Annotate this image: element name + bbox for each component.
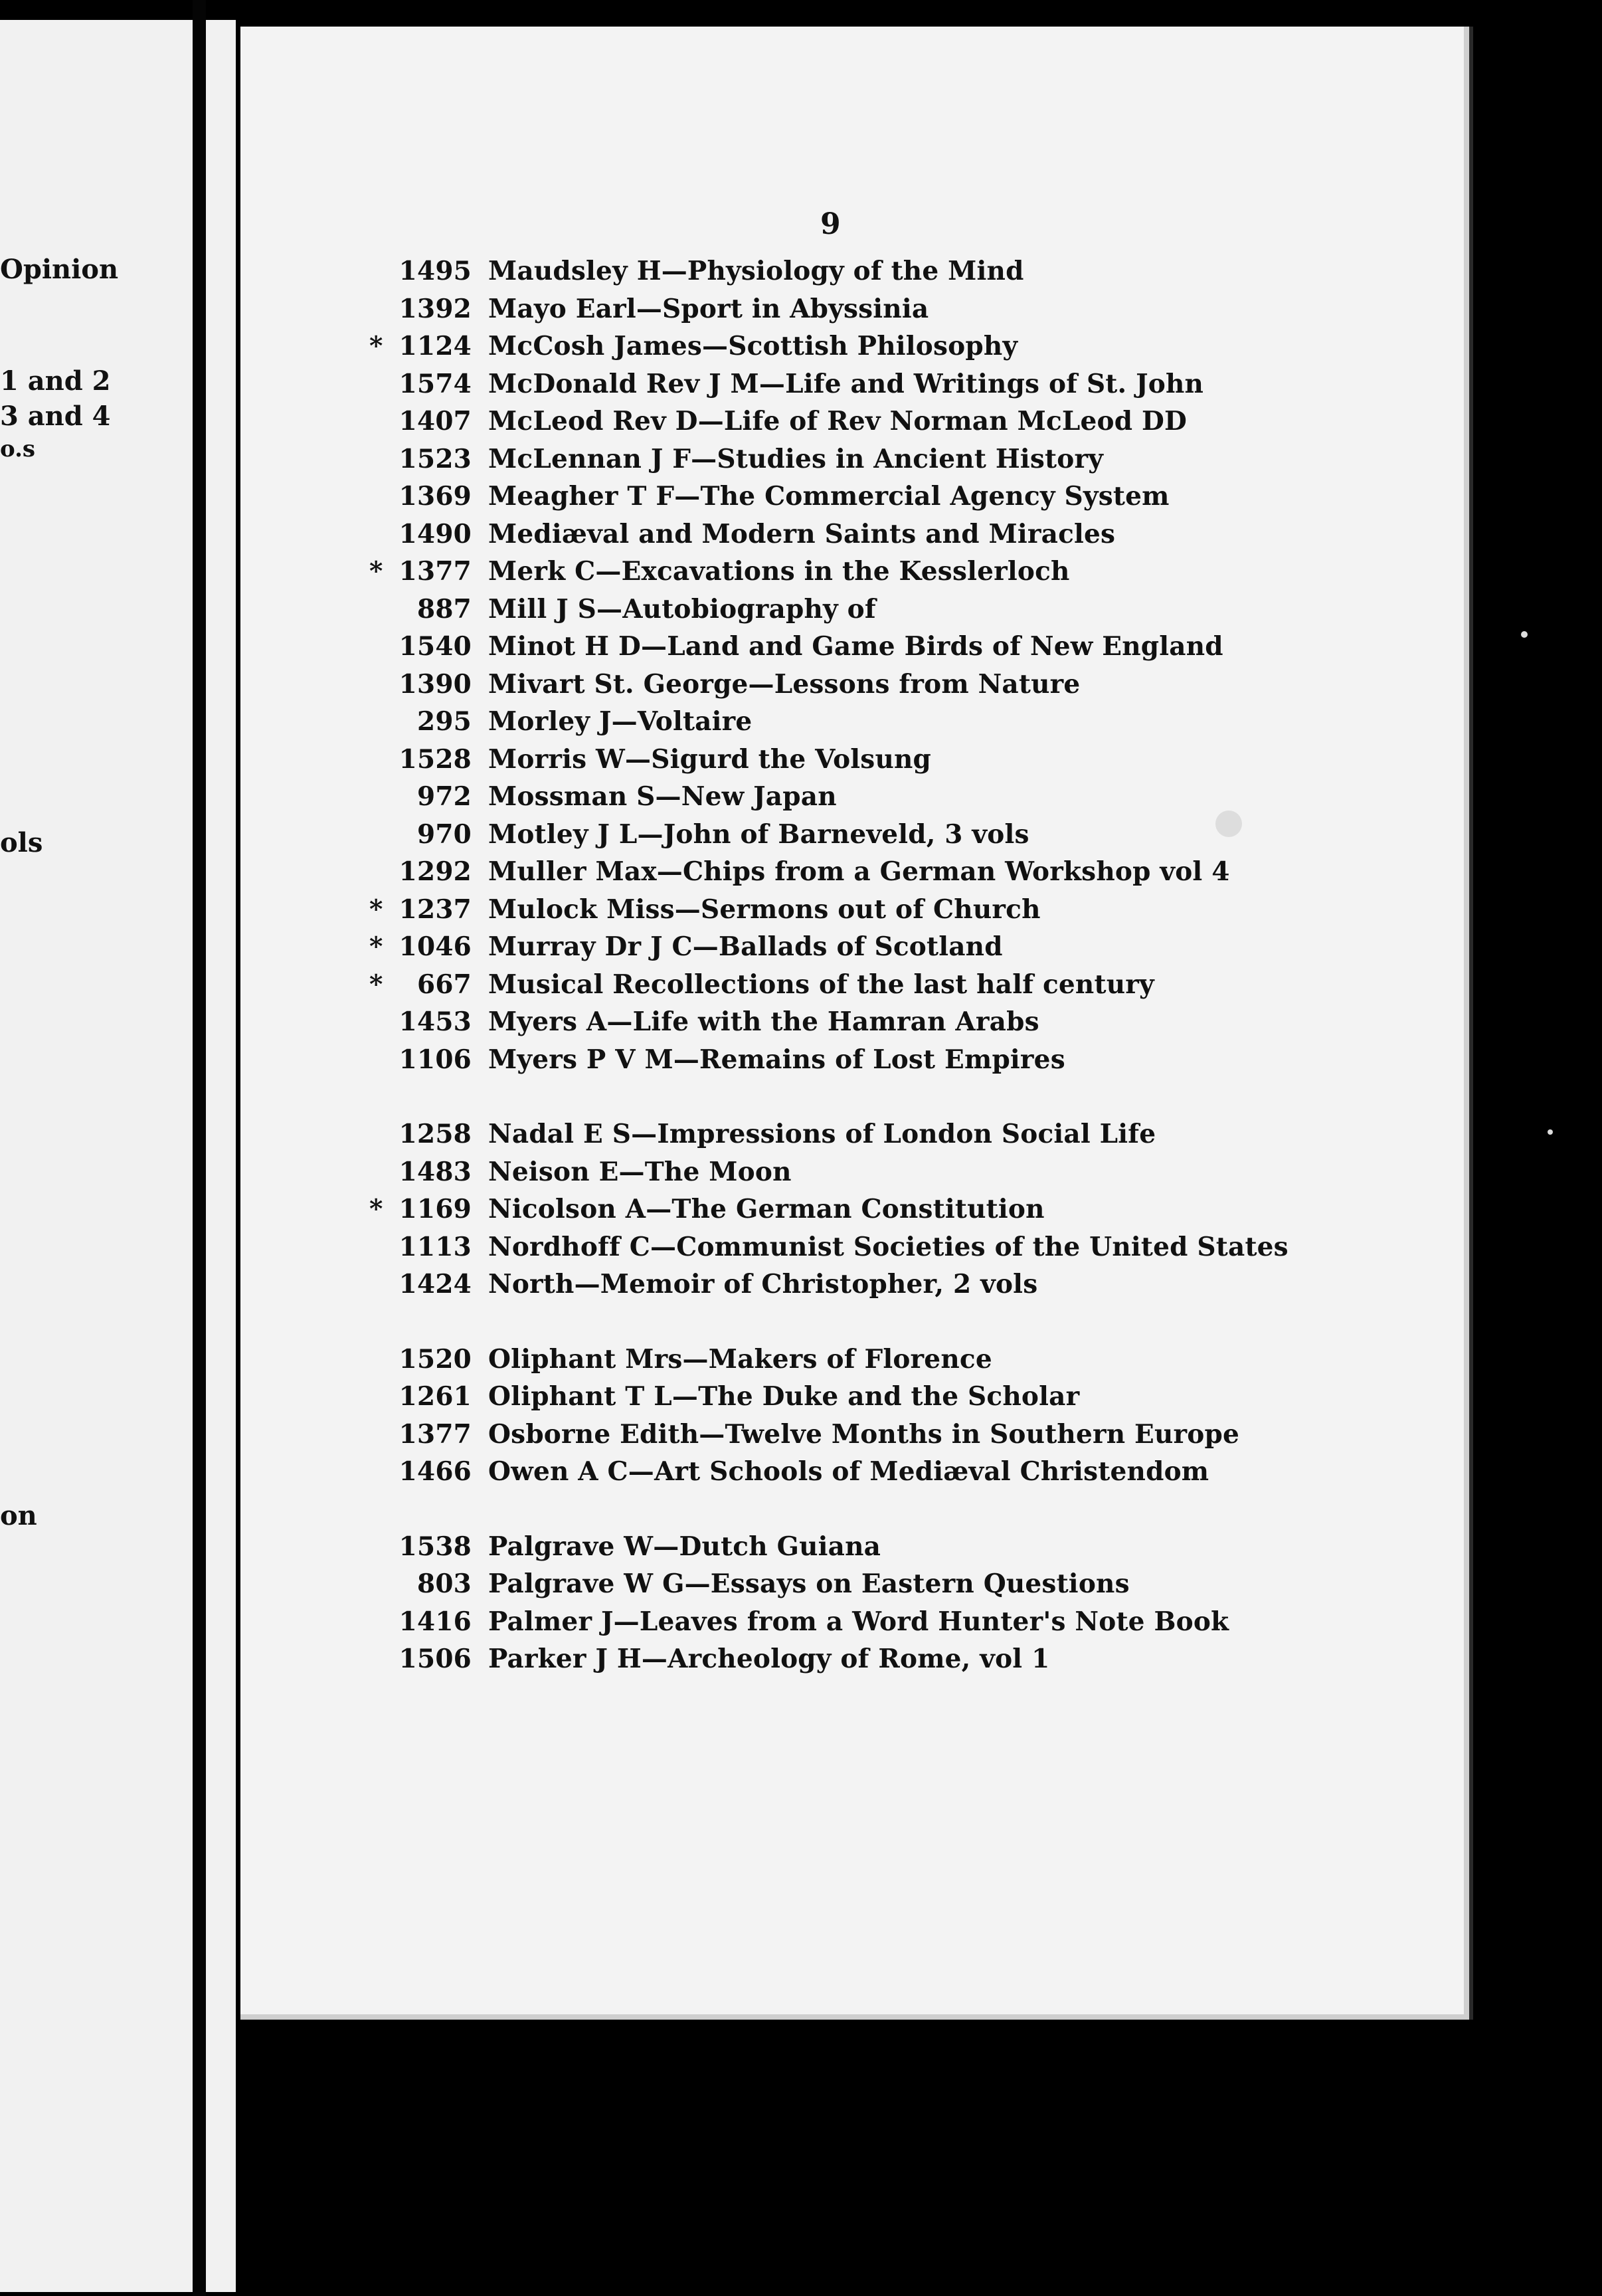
catalog-entry — [372, 406, 1461, 443]
catalog-entry — [369, 931, 1461, 969]
entry-title: Osborne Edith—Twelve Months in Southern Europe — [488, 1419, 1239, 1450]
entry-number: 1540 — [399, 631, 472, 662]
catalog-entry — [372, 294, 1461, 331]
left-page-text: on — [0, 1500, 37, 1531]
paper-speck — [1548, 1129, 1553, 1135]
entry-number: 1392 — [399, 294, 472, 324]
catalog-entry — [372, 1644, 1461, 1681]
catalog-entry — [372, 1606, 1461, 1644]
entry-number: 887 — [416, 594, 472, 624]
catalog-entry — [372, 444, 1461, 481]
entry-title: Palgrave W G—Essays on Eastern Questions — [488, 1569, 1130, 1599]
entry-number: 1113 — [399, 1232, 472, 1262]
catalog-entry — [372, 1269, 1461, 1306]
entry-number: 1046 — [399, 931, 472, 962]
entry-title: Mulock Miss—Sermons out of Church — [488, 894, 1041, 925]
catalog-entry — [369, 556, 1461, 593]
left-page-text: o.s — [0, 436, 36, 462]
asterisk-mark: * — [369, 894, 383, 925]
entry-title: Oliphant T L—The Duke and the Scholar — [488, 1381, 1080, 1412]
catalog-entry — [372, 594, 1461, 631]
entry-number: 1574 — [399, 369, 472, 399]
entry-title: McLennan J F—Studies in Ancient History — [488, 444, 1104, 474]
entry-title: Maudsley H—Physiology of the Mind — [488, 256, 1024, 286]
entry-title: Musical Recollections of the last half century — [488, 969, 1154, 1000]
entry-title: Morris W—Sigurd the Volsung — [488, 744, 932, 775]
entry-title: Mediæval and Modern Saints and Miracles — [488, 519, 1116, 549]
entry-number: 1377 — [399, 556, 472, 587]
paper-speck — [1521, 631, 1528, 638]
catalog-entry — [372, 781, 1461, 818]
entry-title: Minot H D—Land and Game Birds of New England — [488, 631, 1223, 662]
asterisk-mark: * — [369, 331, 383, 361]
catalog-entry — [372, 1232, 1461, 1269]
entry-number: 1538 — [399, 1531, 472, 1562]
entry-title: Muller Max—Chips from a German Workshop vol 4 — [488, 856, 1230, 887]
entry-number: 1490 — [399, 519, 472, 549]
page-gutter — [193, 0, 206, 2296]
entry-title: Mill J S—Autobiography of — [488, 594, 876, 624]
entry-title: Owen A C—Art Schools of Mediæval Christendom — [488, 1456, 1209, 1487]
entry-title: Palmer J—Leaves from a Word Hunter's Note Book — [488, 1606, 1229, 1637]
entry-title: North—Memoir of Christopher, 2 vols — [488, 1269, 1038, 1299]
entry-number: 1424 — [399, 1269, 472, 1299]
paper-speck — [1215, 811, 1242, 837]
entry-number: 1466 — [399, 1456, 472, 1487]
catalog-entry — [369, 969, 1461, 1006]
catalog-entry — [372, 1531, 1461, 1569]
entry-title: Murray Dr J C—Ballads of Scotland — [488, 931, 1003, 962]
entry-number: 295 — [416, 706, 472, 737]
catalog-entry — [372, 631, 1461, 668]
entry-number: 1528 — [399, 744, 472, 775]
asterisk-mark: * — [369, 1194, 383, 1224]
catalog-entry — [372, 1157, 1461, 1194]
catalog-entry — [369, 1194, 1461, 1231]
entry-number: 1261 — [399, 1381, 472, 1412]
left-page-text: Opinion — [0, 254, 119, 285]
catalog-entry — [372, 369, 1461, 406]
entry-number: 1416 — [399, 1606, 472, 1637]
asterisk-mark: * — [369, 556, 383, 587]
catalog-entry — [372, 706, 1461, 743]
catalog-entry — [372, 1456, 1461, 1493]
catalog-entry — [372, 1044, 1461, 1082]
catalog-entry — [372, 519, 1461, 556]
entry-title: Myers A—Life with the Hamran Arabs — [488, 1006, 1039, 1037]
entry-title: McLeod Rev D—Life of Rev Norman McLeod DD — [488, 406, 1188, 436]
asterisk-mark: * — [369, 931, 383, 962]
entry-number: 1237 — [399, 894, 472, 925]
entry-title: Mossman S—New Japan — [488, 781, 837, 812]
catalog-entry — [372, 1344, 1461, 1381]
catalog-entry — [372, 481, 1461, 518]
entry-number: 1390 — [399, 669, 472, 700]
catalog-entry — [369, 894, 1461, 931]
left-page-text: 1 and 2 — [0, 365, 111, 397]
entry-title: Morley J—Voltaire — [488, 706, 753, 737]
catalog-entry — [372, 669, 1461, 706]
entry-number: 1523 — [399, 444, 472, 474]
page-number: 9 — [820, 207, 841, 241]
catalog-entry — [372, 256, 1461, 293]
entry-number: 1169 — [399, 1194, 472, 1224]
entry-number: 972 — [416, 781, 472, 812]
entry-title: Oliphant Mrs—Makers of Florence — [488, 1344, 992, 1375]
entry-title: Neison E—The Moon — [488, 1157, 792, 1187]
entry-number: 1369 — [399, 481, 472, 512]
entry-number: 1258 — [399, 1119, 472, 1149]
entry-number: 1106 — [399, 1044, 472, 1075]
catalog-entry — [372, 744, 1461, 781]
catalog-entry — [372, 856, 1461, 894]
asterisk-mark: * — [369, 969, 383, 1000]
entry-title: Motley J L—John of Barneveld, 3 vols — [488, 819, 1029, 850]
entry-number: 1407 — [399, 406, 472, 436]
entry-number: 1377 — [399, 1419, 472, 1450]
catalog-entry — [372, 1119, 1461, 1156]
catalog-entry — [372, 1381, 1461, 1418]
entry-number: 1520 — [399, 1344, 472, 1375]
catalog-entry — [372, 819, 1461, 856]
catalog-entry — [372, 1569, 1461, 1606]
catalog-entry — [372, 1419, 1461, 1456]
entry-number: 1124 — [399, 331, 472, 361]
entry-number: 667 — [416, 969, 472, 1000]
entry-title: Mayo Earl—Sport in Abyssinia — [488, 294, 929, 324]
entry-number: 1506 — [399, 1644, 472, 1674]
entry-number: 1495 — [399, 256, 472, 286]
entry-number: 1292 — [399, 856, 472, 887]
entry-title: Mivart St. George—Lessons from Nature — [488, 669, 1081, 700]
entry-number: 970 — [416, 819, 472, 850]
entry-title: Merk C—Excavations in the Kesslerloch — [488, 556, 1070, 587]
entry-title: McCosh James—Scottish Philosophy — [488, 331, 1018, 361]
catalog-entry — [372, 1006, 1461, 1044]
entry-title: Nicolson A—The German Constitution — [488, 1194, 1045, 1224]
catalog-entry — [369, 331, 1461, 368]
entry-title: McDonald Rev J M—Life and Writings of St. John — [488, 369, 1204, 399]
entry-title: Myers P V M—Remains of Lost Empires — [488, 1044, 1065, 1075]
left-page-text: ols — [0, 827, 43, 858]
entry-title: Meagher T F—The Commercial Agency System — [488, 481, 1170, 512]
entry-title: Nadal E S—Impressions of London Social Life — [488, 1119, 1156, 1149]
entry-number: 1483 — [399, 1157, 472, 1187]
entry-title: Palgrave W—Dutch Guiana — [488, 1531, 881, 1562]
entry-title: Nordhoff C—Communist Societies of the United States — [488, 1232, 1289, 1262]
left-page-text: 3 and 4 — [0, 401, 111, 432]
entry-title: Parker J H—Archeology of Rome, vol 1 — [488, 1644, 1050, 1674]
entry-number: 803 — [416, 1569, 472, 1599]
entry-number: 1453 — [399, 1006, 472, 1037]
